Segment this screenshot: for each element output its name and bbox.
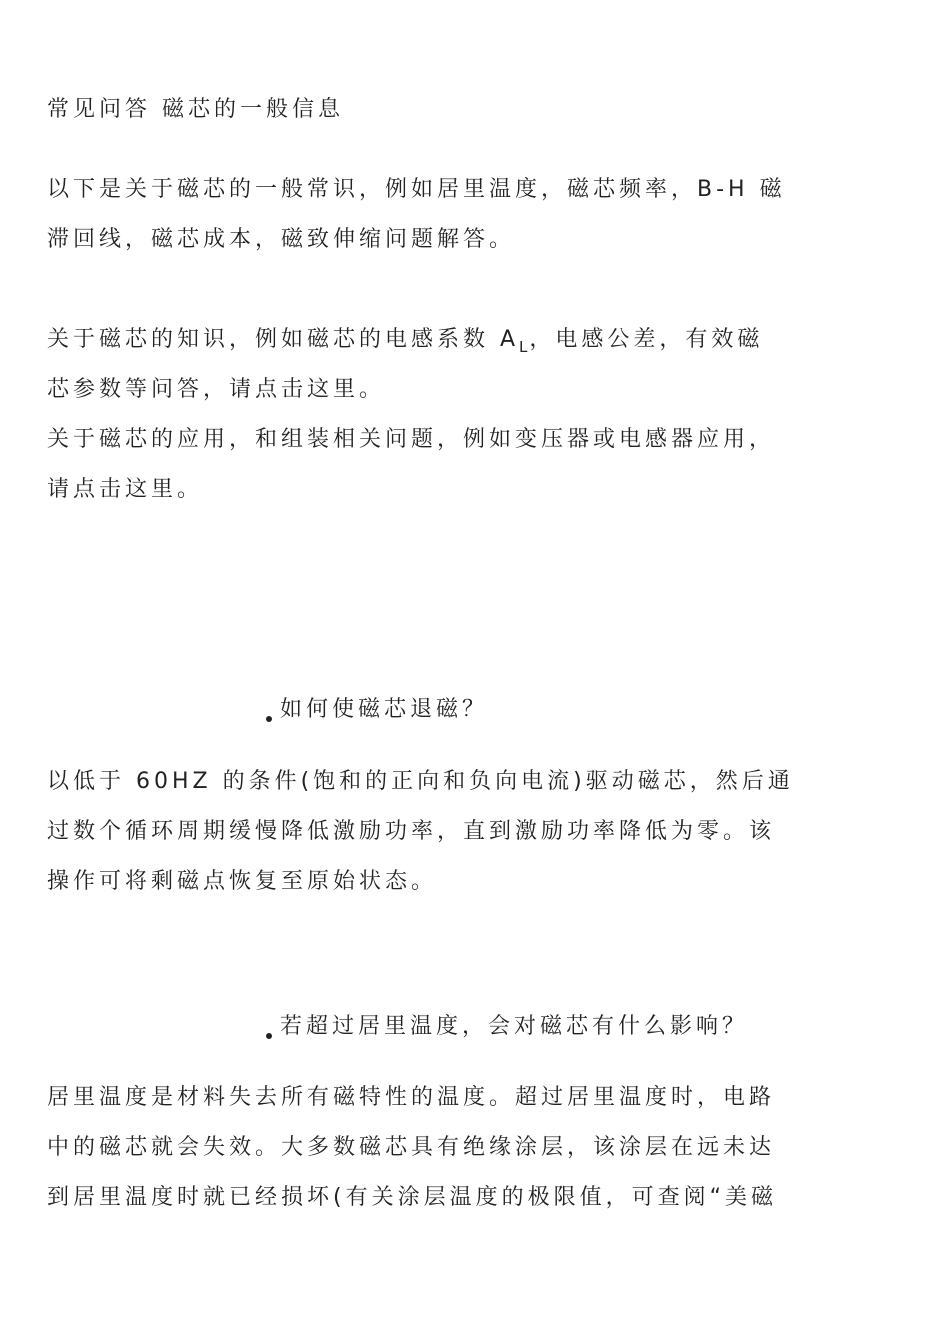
answer-1-line-3: 操作可将剩磁点恢复至原始状态。 [47,869,438,894]
knowledge-line-1 [47,325,763,362]
intro-line-1: 以下是关于磁芯的一般常识，例如居里温度，磁芯频率，B-H 磁 [47,177,786,202]
application-line-2: 请点击这里。 [47,477,204,502]
question-2-heading [266,1012,748,1042]
bullet-icon [266,1033,272,1039]
knowledge-text-after: ，电感公差，有效磁 [529,327,764,352]
answer-1-line-1: 以低于 60HZ 的条件(饱和的正向和负向电流)驱动磁芯，然后通 [47,769,794,794]
inductance-subscript: L [519,338,528,356]
answer-2-line-3: 到居里温度时就已经损坏(有关涂层温度的极限值，可查阅“美磁 [47,1185,777,1210]
intro-line-2: 滞回线，磁芯成本，磁致伸缩问题解答。 [47,227,516,252]
bullet-icon [266,716,272,722]
page-title: 常见问答 磁芯的一般信息 [47,97,344,122]
question-1-heading [266,695,488,725]
knowledge-text-before: 关于磁芯的知识，例如磁芯的电感系数 A [47,327,520,352]
application-line-1: 关于磁芯的应用，和组装相关问题，例如变压器或电感器应用， [47,427,776,452]
answer-2-line-1: 居里温度是材料失去所有磁特性的温度。超过居里温度时，电路 [47,1085,776,1110]
knowledge-line-2: 芯参数等问答，请点击这里。 [47,377,386,402]
answer-2-line-2: 中的磁芯就会失效。大多数磁芯具有绝缘涂层，该涂层在远未达 [47,1135,776,1160]
question-1-text: 如何使磁芯退磁？ [280,697,489,722]
question-2-text: 若超过居里温度，会对磁芯有什么影响？ [280,1014,749,1039]
answer-1-line-2: 过数个循环周期缓慢降低激励功率，直到激励功率降低为零。该 [47,819,776,844]
